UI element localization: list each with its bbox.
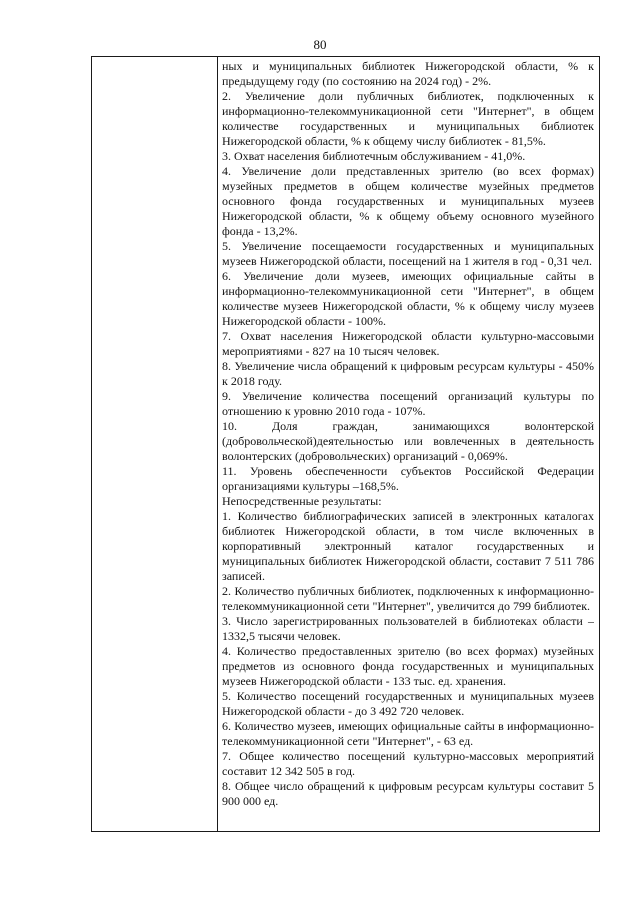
- paragraph: 3. Число зарегистрированных пользователей в библиотеках области – 1332,5 тысячи человек.: [222, 614, 594, 643]
- document-table: [91, 56, 600, 832]
- paragraph: 9. Увеличение количества посещений организаций культуры по отношению к уровню 2010 года - 107%.: [222, 389, 594, 418]
- paragraph: 8. Увеличение числа обращений к цифровым ресурсам культуры - 450% к 2018 году.: [222, 359, 594, 388]
- column-divider: [217, 57, 218, 831]
- paragraph: 11. Уровень обеспеченности субъектов Российской Федерации организациями культуры –168,5%.: [222, 464, 594, 493]
- paragraph: ных и муниципальных библиотек Нижегородской области, % к предыдущему году (по состоянию на 2024 год) - 2%.: [222, 59, 594, 88]
- content-cell: [222, 59, 594, 829]
- paragraph: 4. Количество предоставленных зрителю (во всех формах) музейных предметов из основного фонда государственных и муниципальных музеев Нижегородской области - 133 тыс. ед. хранения.: [222, 644, 594, 688]
- paragraph: 6. Увеличение доли музеев, имеющих официальные сайты в информационно-телекоммуникационной сети "Интернет", в общем количестве музеев Нижегородской области, % к общему числу музеев Нижегородской области - 100%.: [222, 269, 594, 328]
- paragraph: 7. Общее количество посещений культурно-массовых мероприятий составит 12 342 505 в год.: [222, 749, 594, 778]
- paragraph: 7. Охват населения Нижегородской области культурно-массовыми мероприятиями - 827 на 10 тысяч человек.: [222, 329, 594, 358]
- paragraph: 2. Количество публичных библиотек, подключенных к информационно-телекоммуникационной сети "Интернет", увеличится до 799 библиотек.: [222, 584, 594, 613]
- paragraph: 5. Увеличение посещаемости государственных и муниципальных музеев Нижегородской области, посещений на 1 жителя в год - 0,31 чел.: [222, 239, 594, 268]
- paragraph: 2. Увеличение доли публичных библиотек, подключенных к информационно-телекоммуникационной сети "Интернет", в общем количестве государственных и муниципальных библиотек Нижегородской области, % к общему числу библиотек - 81,5%.: [222, 89, 594, 148]
- paragraph: 10. Доля граждан, занимающихся волонтерской (добровольческой)деятельностью или вовлеченных в деятельность волонтерских (добровольческих) организаций - 0,069%.: [222, 419, 594, 463]
- page-number: 80: [313, 37, 327, 52]
- paragraph: 4. Увеличение доли представленных зрителю (во всех формах) музейных предметов в общем количестве музейных предметов основного фонда государственных и муниципальных музеев Нижегородской области, % к общему объему основного музейного фонда - 13,2%.: [222, 164, 594, 238]
- section-heading: Непосредственные результаты:: [222, 494, 382, 508]
- paragraph: 6. Количество музеев, имеющих официальные сайты в информационно-телекоммуникационной сети "Интернет", - 63 ед.: [222, 719, 594, 748]
- paragraph: 3. Охват населения библиотечным обслуживанием - 41,0%.: [222, 149, 526, 163]
- paragraph: 1. Количество библиографических записей в электронных каталогах библиотек Нижегородской области, в том числе включенных в корпоративный электронный каталог государственных и муниципальных библиотек Нижегородской области, составит 7 511 786 записей.: [222, 509, 594, 583]
- paragraph: 5. Количество посещений государственных и муниципальных музеев Нижегородской области - до 3 492 720 человек.: [222, 689, 594, 718]
- paragraph: 8. Общее число обращений к цифровым ресурсам культуры составит 5 900 000 ед.: [222, 779, 594, 808]
